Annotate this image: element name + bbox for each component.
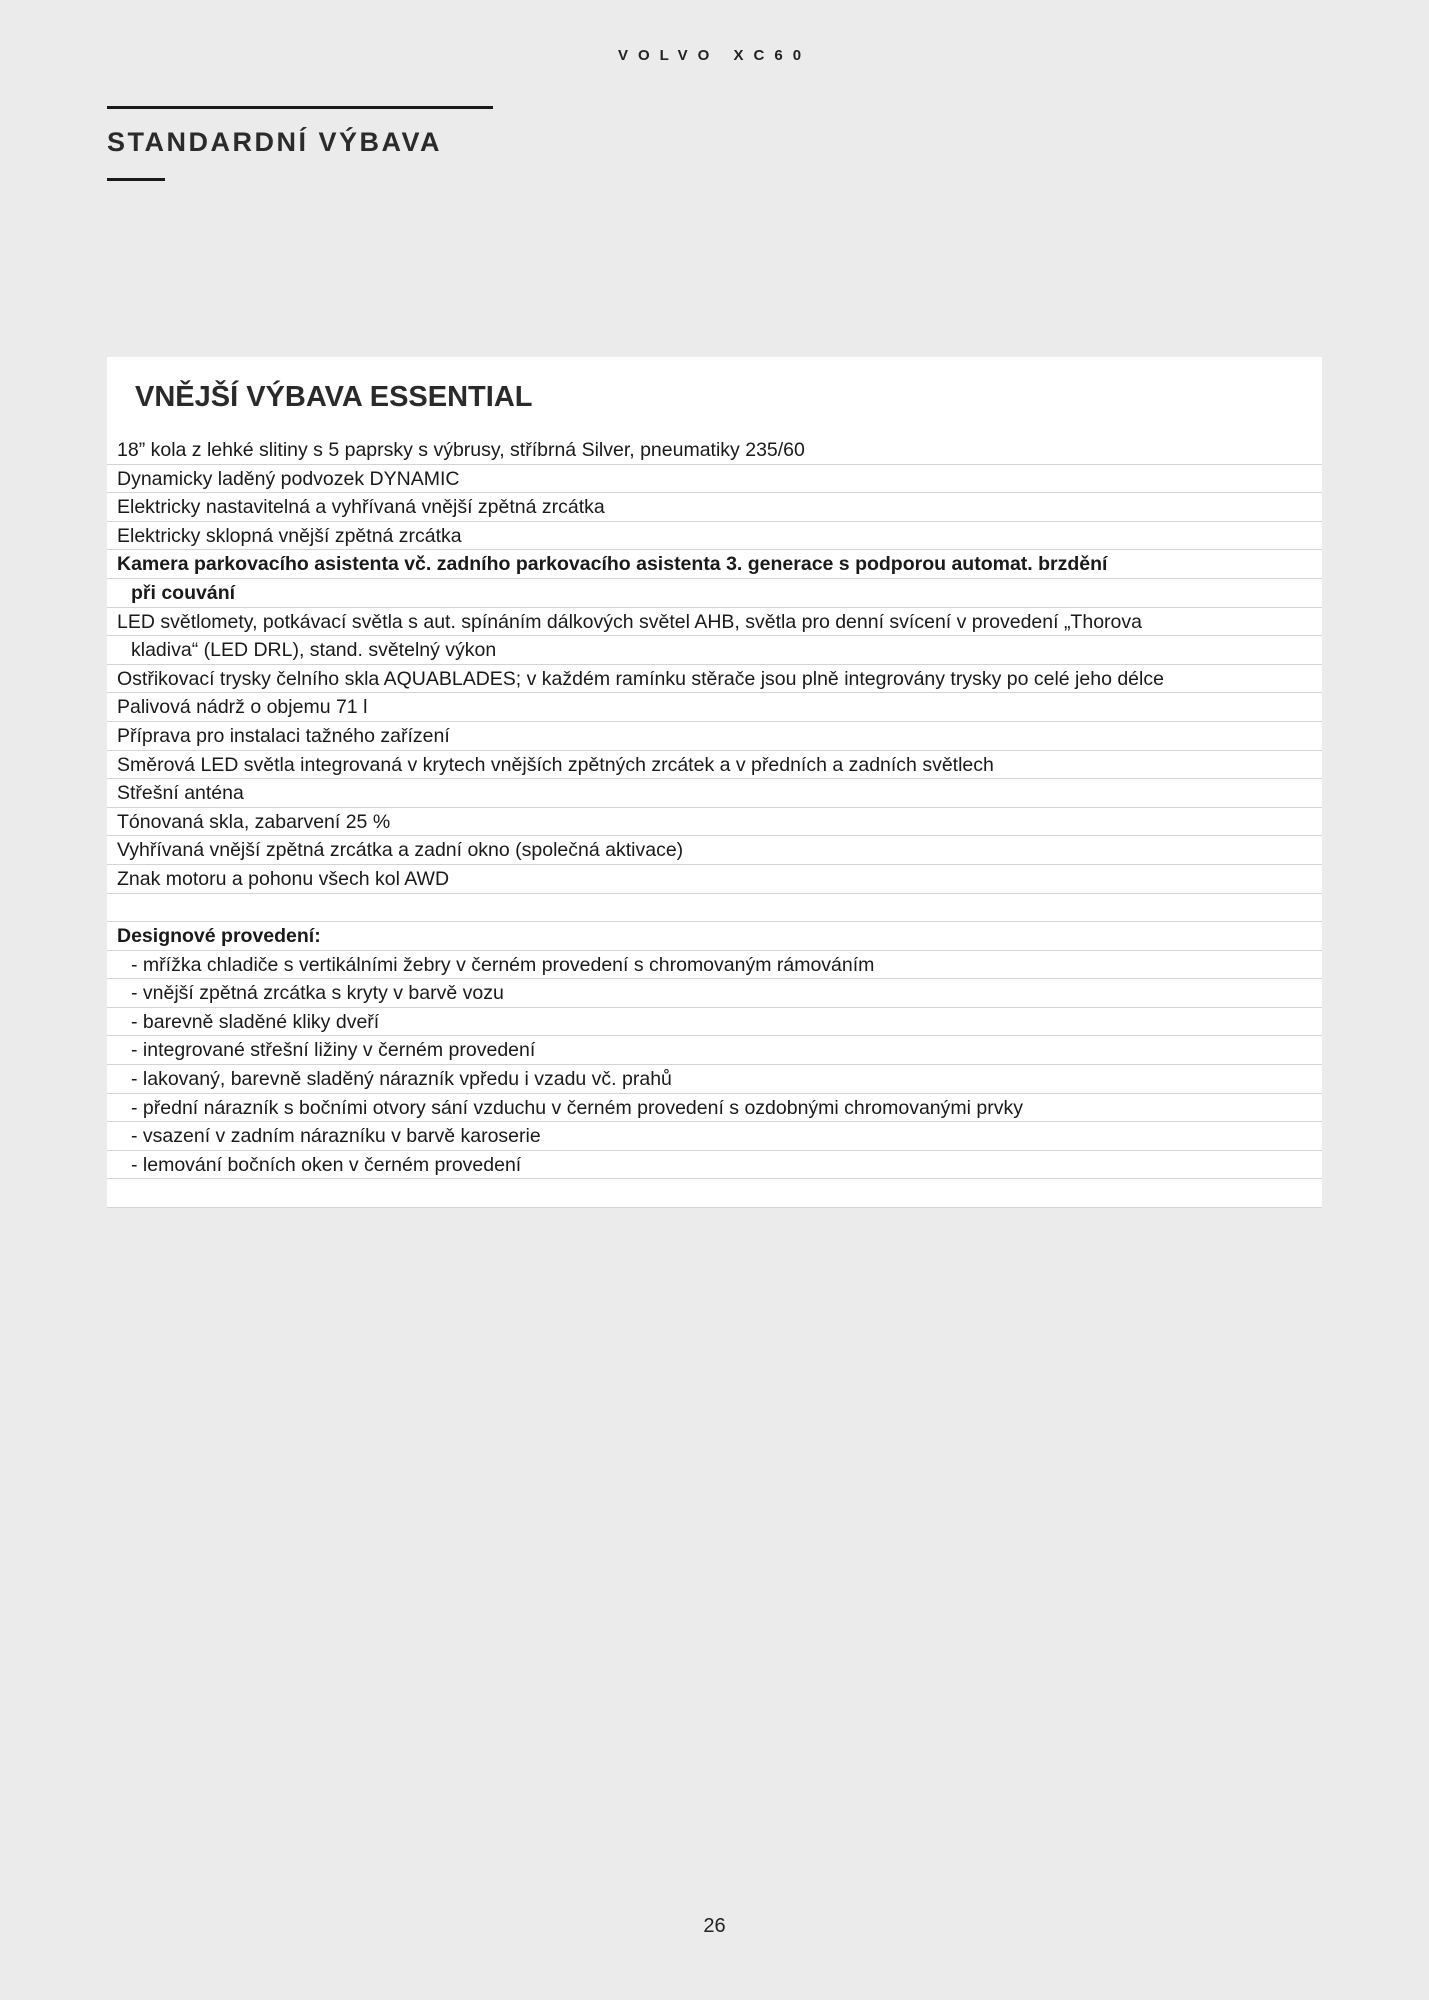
- equipment-row: Tónovaná skla, zabarvení 25 %: [107, 808, 1322, 837]
- panel-title: VNĚJŠÍ VÝBAVA ESSENTIAL: [135, 381, 533, 413]
- equipment-row: - vnější zpětná zrcátka s kryty v barvě vozu: [107, 979, 1322, 1008]
- equipment-row: Designové provedení:: [107, 922, 1322, 951]
- equipment-row: Příprava pro instalaci tažného zařízení: [107, 722, 1322, 751]
- equipment-row: Ostřikovací trysky čelního skla AQUABLADES; v každém ramínku stěrače jsou plně integrovány trysky po celé jeho délce: [107, 665, 1322, 694]
- equipment-row: 18” kola z lehké slitiny s 5 paprsky s výbrusy, stříbrná Silver, pneumatiky 235/60: [107, 436, 1322, 465]
- equipment-row: - lemování bočních oken v černém provedení: [107, 1151, 1322, 1180]
- empty-row: [107, 1179, 1322, 1208]
- equipment-list: [107, 436, 1322, 1208]
- top-divider: [107, 106, 493, 109]
- equipment-row: Kamera parkovacího asistenta vč. zadního parkovacího asistenta 3. generace s podporou automat. brzdění: [107, 550, 1322, 579]
- equipment-panel: [107, 357, 1322, 1207]
- empty-row: [107, 894, 1322, 923]
- equipment-row: kladiva“ (LED DRL), stand. světelný výkon: [107, 636, 1322, 665]
- equipment-row: Směrová LED světla integrovaná v krytech vnějších zpětných zrcátek a v předních a zadních světlech: [107, 751, 1322, 780]
- equipment-row: Znak motoru a pohonu všech kol AWD: [107, 865, 1322, 894]
- equipment-row: Vyhřívaná vnější zpětná zrcátka a zadní okno (společná aktivace): [107, 836, 1322, 865]
- equipment-row: - přední nárazník s bočními otvory sání vzduchu v černém provedení s ozdobnými chromovanými prvky: [107, 1094, 1322, 1123]
- equipment-row: při couvání: [107, 579, 1322, 608]
- equipment-row: Dynamicky laděný podvozek DYNAMIC: [107, 465, 1322, 494]
- brand-header: VOLVO XC60: [617, 47, 812, 64]
- section-title: STANDARDNÍ VÝBAVA: [107, 127, 443, 157]
- equipment-row: Střešní anténa: [107, 779, 1322, 808]
- equipment-row: - vsazení v zadním nárazníku v barvě karoserie: [107, 1122, 1322, 1151]
- equipment-row: - integrované střešní ližiny v černém provedení: [107, 1036, 1322, 1065]
- title-underline: [107, 178, 165, 181]
- page-number: 26: [703, 1915, 726, 1937]
- equipment-row: - barevně sladěné kliky dveří: [107, 1008, 1322, 1037]
- equipment-row: Palivová nádrž o objemu 71 l: [107, 693, 1322, 722]
- equipment-row: Elektricky sklopná vnější zpětná zrcátka: [107, 522, 1322, 551]
- equipment-row: LED světlomety, potkávací světla s aut. spínáním dálkových světel AHB, světla pro denní svícení v provedení „Thorova: [107, 608, 1322, 637]
- equipment-row: - mřížka chladiče s vertikálními žebry v černém provedení s chromovaným rámováním: [107, 951, 1322, 980]
- equipment-row: Elektricky nastavitelná a vyhřívaná vnější zpětná zrcátka: [107, 493, 1322, 522]
- equipment-row: - lakovaný, barevně sladěný nárazník vpředu i vzadu vč. prahů: [107, 1065, 1322, 1094]
